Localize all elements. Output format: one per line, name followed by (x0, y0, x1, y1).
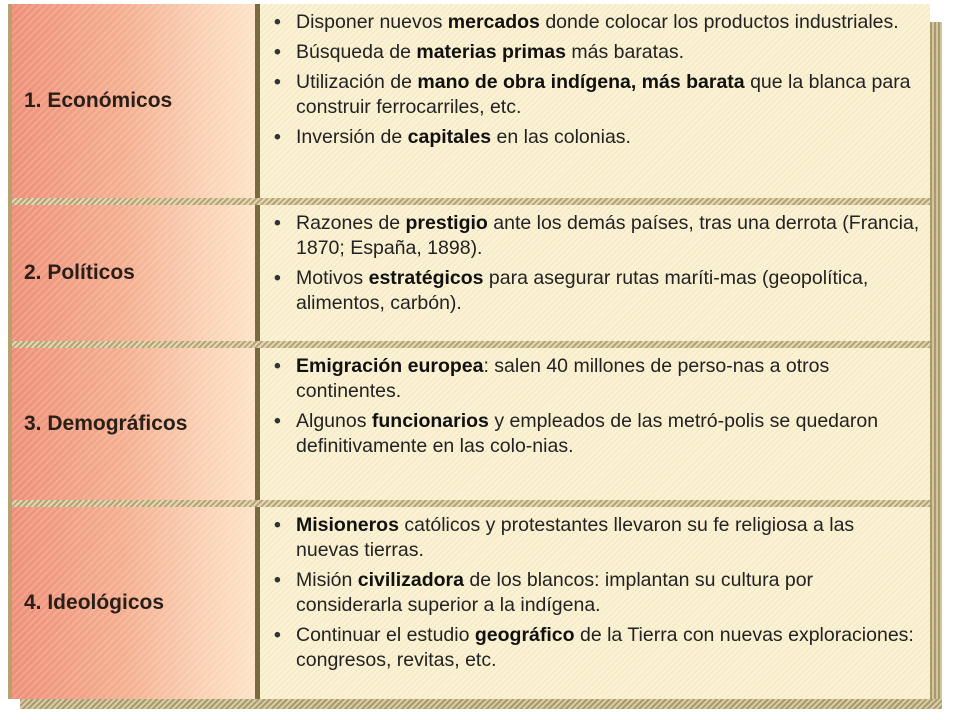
bullet-item (274, 568, 920, 618)
category-label: 4. Ideológicos (24, 591, 165, 614)
page-shadow-bottom (20, 699, 942, 709)
table-row-ideologicos (12, 507, 930, 699)
bullet-item (274, 409, 920, 459)
bullet-icon: • (274, 126, 281, 148)
causes-table (8, 4, 930, 699)
bullet-icon: • (274, 71, 281, 93)
text-span: Razones de (296, 212, 406, 234)
bullet-item (274, 40, 920, 65)
text-span: donde colocar los productos industriales. (539, 11, 899, 33)
text-span: Motivos (296, 267, 369, 289)
text-span: que la blanca para construir ferrocarriles, etc. (296, 71, 911, 118)
category-cell (12, 348, 260, 500)
bullet-icon: • (274, 212, 281, 234)
category-cell (12, 4, 260, 198)
bullet-item (274, 623, 920, 673)
bullet-text (296, 513, 920, 563)
table-row-politicos (12, 205, 930, 341)
content-cell (260, 507, 930, 699)
bullet-item (274, 513, 920, 563)
row-divider (12, 341, 930, 348)
bullet-text (296, 125, 920, 150)
bold-term: materias primas (416, 41, 566, 63)
bullet-icon: • (274, 41, 281, 63)
category-cell (12, 507, 260, 699)
bold-term: mercados (447, 11, 540, 33)
text-span: Continuar el estudio (296, 624, 475, 646)
bullet-text (296, 623, 920, 673)
text-span: Algunos (296, 410, 372, 432)
content-cell (260, 205, 930, 341)
bullet-item (274, 354, 920, 404)
text-span: Misión (296, 569, 358, 591)
text-span: de los blancos: implantan su cultura por considerarla superior a la indígena. (296, 569, 814, 616)
bullet-text (296, 568, 920, 618)
category-label: 3. Demográficos (24, 412, 188, 435)
bullet-text (296, 70, 920, 120)
text-span: : salen 40 millones de perso-nas a otros continentes. (296, 355, 830, 402)
bold-term: funcionarios (371, 410, 489, 432)
bold-term: estratégicos (368, 267, 484, 289)
bullet-item (274, 125, 920, 150)
text-span: de la Tierra con nuevas exploraciones: congresos, revitas, etc. (296, 624, 914, 671)
category-label: 2. Políticos (24, 261, 135, 284)
bold-term: mano de obra indígena, más barata (417, 71, 745, 93)
bold-term: prestigio (405, 212, 488, 234)
bold-term: civilizadora (357, 569, 464, 591)
bullet-item (274, 211, 920, 261)
bullet-text (296, 10, 920, 35)
text-span: Búsqueda de (296, 41, 417, 63)
bullet-item (274, 266, 920, 316)
text-span: para asegurar rutas maríti-mas (geopolítica, alimentos, carbón). (296, 267, 869, 314)
bullet-icon: • (274, 569, 281, 591)
text-span: más baratas. (565, 41, 685, 63)
bold-term: geográfico (474, 624, 575, 646)
page-shadow-right (930, 22, 942, 706)
bullet-item (274, 10, 920, 35)
table-row-demograficos (12, 348, 930, 500)
bullet-icon: • (274, 355, 281, 377)
text-span: en las colonias. (491, 126, 631, 148)
bullet-icon: • (274, 267, 281, 289)
category-label: 1. Económicos (24, 89, 173, 112)
bold-term: Misioneros (296, 514, 399, 536)
text-span: Disponer nuevos (296, 11, 448, 33)
bullet-icon: • (274, 514, 281, 536)
bold-term: capitales (407, 126, 492, 148)
row-divider (12, 198, 930, 205)
bullet-text (296, 354, 920, 404)
bullet-text (296, 409, 920, 459)
bullet-icon: • (274, 11, 281, 33)
text-span: católicos y protestantes llevaron su fe religiosa a las nuevas tierras. (296, 514, 855, 561)
bullet-item (274, 70, 920, 120)
row-divider (12, 500, 930, 507)
content-cell (260, 4, 930, 198)
bullet-text (296, 211, 920, 261)
text-span: Utilización de (296, 71, 418, 93)
bullet-text (296, 266, 920, 316)
bullet-icon: • (274, 410, 281, 432)
text-span: Inversión de (296, 126, 408, 148)
content-cell (260, 348, 930, 500)
bullet-icon: • (274, 624, 281, 646)
text-span: y empleados de las metró-polis se quedaron definitivamente en las colo-nias. (296, 410, 879, 457)
category-cell (12, 205, 260, 341)
bold-term: Emigración europea (296, 355, 484, 377)
bullet-text (296, 40, 920, 65)
table-row-economicos (12, 4, 930, 198)
text-span: ante los demás países, tras una derrota (Francia, 1870; España, 1898). (296, 212, 920, 259)
